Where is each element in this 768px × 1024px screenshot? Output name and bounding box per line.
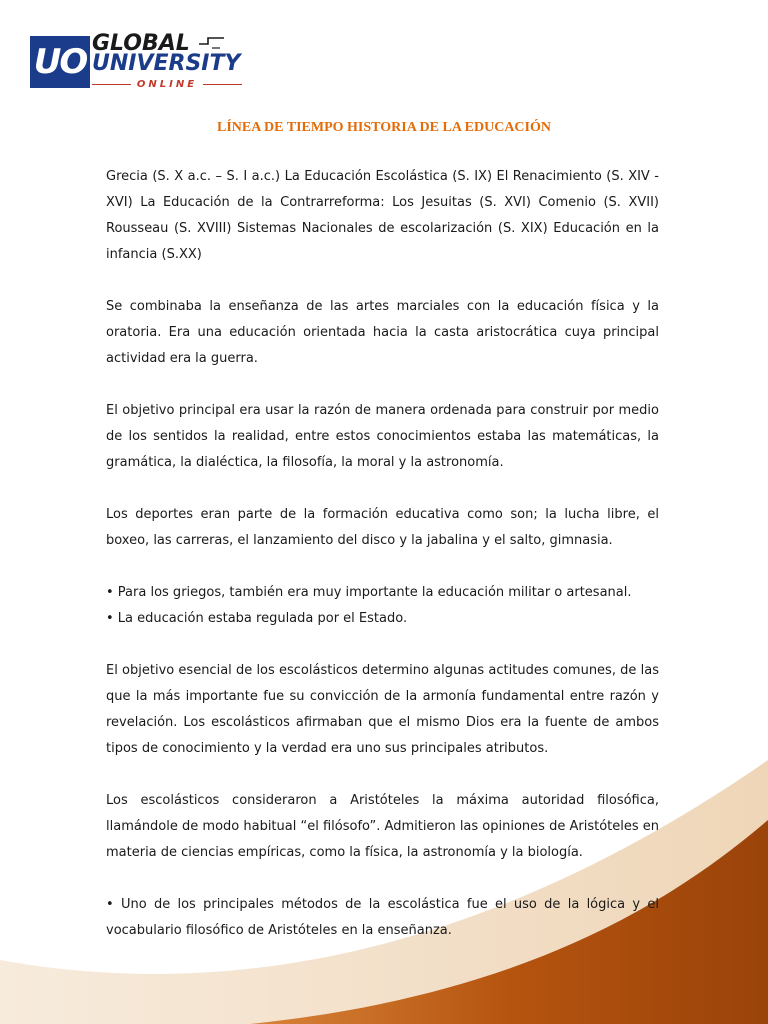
logo-line-global: GLOBAL (92, 31, 190, 56)
bullet-state-regulation: • La educación estaba regulada por el Estado. (106, 611, 408, 626)
paragraph-objective: El objetivo principal era usar la razón de manera ordenada para construir por medio de los sentidos la realidad, entre estos conocimientos estaba las matemáticas, la gramática, la dialéctica, la filosofía, la moral y la astronomía. (106, 403, 659, 470)
bullet-military-education: • Para los griegos, también era muy importante la educación militar o artesanal. (106, 585, 632, 600)
logo-circuit-icon (198, 36, 226, 50)
university-logo (30, 30, 245, 94)
paragraph-greece-education: Se combinaba la enseñanza de las artes marciales con la educación física y la oratoria. Era una educación orientada hacia la casta aristocrática cuya principal actividad era la guerra. (106, 299, 659, 366)
paragraph-scholastics-objective: El objetivo esencial de los escolásticos determino algunas actitudes comunes, de las que la más importante fue su convicción de la armonía fundamental entre razón y revelación. Los escolásticos afirmaban que el mismo Dios era la fuente de ambos tipos de conocimiento y la verdad era uno sus principales atributos. (106, 663, 659, 756)
logo-rule-right (203, 84, 242, 85)
bullet-logic-method: • Uno de los principales métodos de la escolástica fue el uso de la lógica y el vocabulario filosófico de Aristóteles en la enseñanza. (106, 897, 659, 938)
logo-online-row (92, 77, 242, 91)
paragraph-timeline: Grecia (S. X a.c. – S. I a.c.) La Educación Escolástica (S. IX) El Renacimiento (S. XIV - XVI) La Educación de la Contrarreforma: Los Jesuitas (S. XVI) Comenio (S. XVII) Rousseau (S. XVIII) Sistemas Nacionales de escolarización (S. XIX) Educación en la infancia (S.XX) (106, 169, 659, 262)
logo-line-university: UNIVERSITY (92, 51, 241, 76)
document-body (106, 164, 659, 970)
paragraph-aristotle: Los escolásticos consideraron a Aristóteles la máxima autoridad filosófica, llamándole de modo habitual “el filósofo”. Admitieron las opiniones de Aristóteles en materia de ciencias empíricas, como la física, la astronomía y la biología. (106, 793, 659, 860)
logo-rule-left (92, 84, 131, 85)
document-title: LÍNEA DE TIEMPO HISTORIA DE LA EDUCACIÓN (216, 120, 551, 135)
logo-line-online: ONLINE (136, 78, 198, 90)
logo-mark: UO (30, 36, 90, 88)
paragraph-sports: Los deportes eran parte de la formación educativa como son; la lucha libre, el boxeo, las carreras, el lanzamiento del disco y la jabalina y el salto, gimnasia. (106, 507, 659, 548)
